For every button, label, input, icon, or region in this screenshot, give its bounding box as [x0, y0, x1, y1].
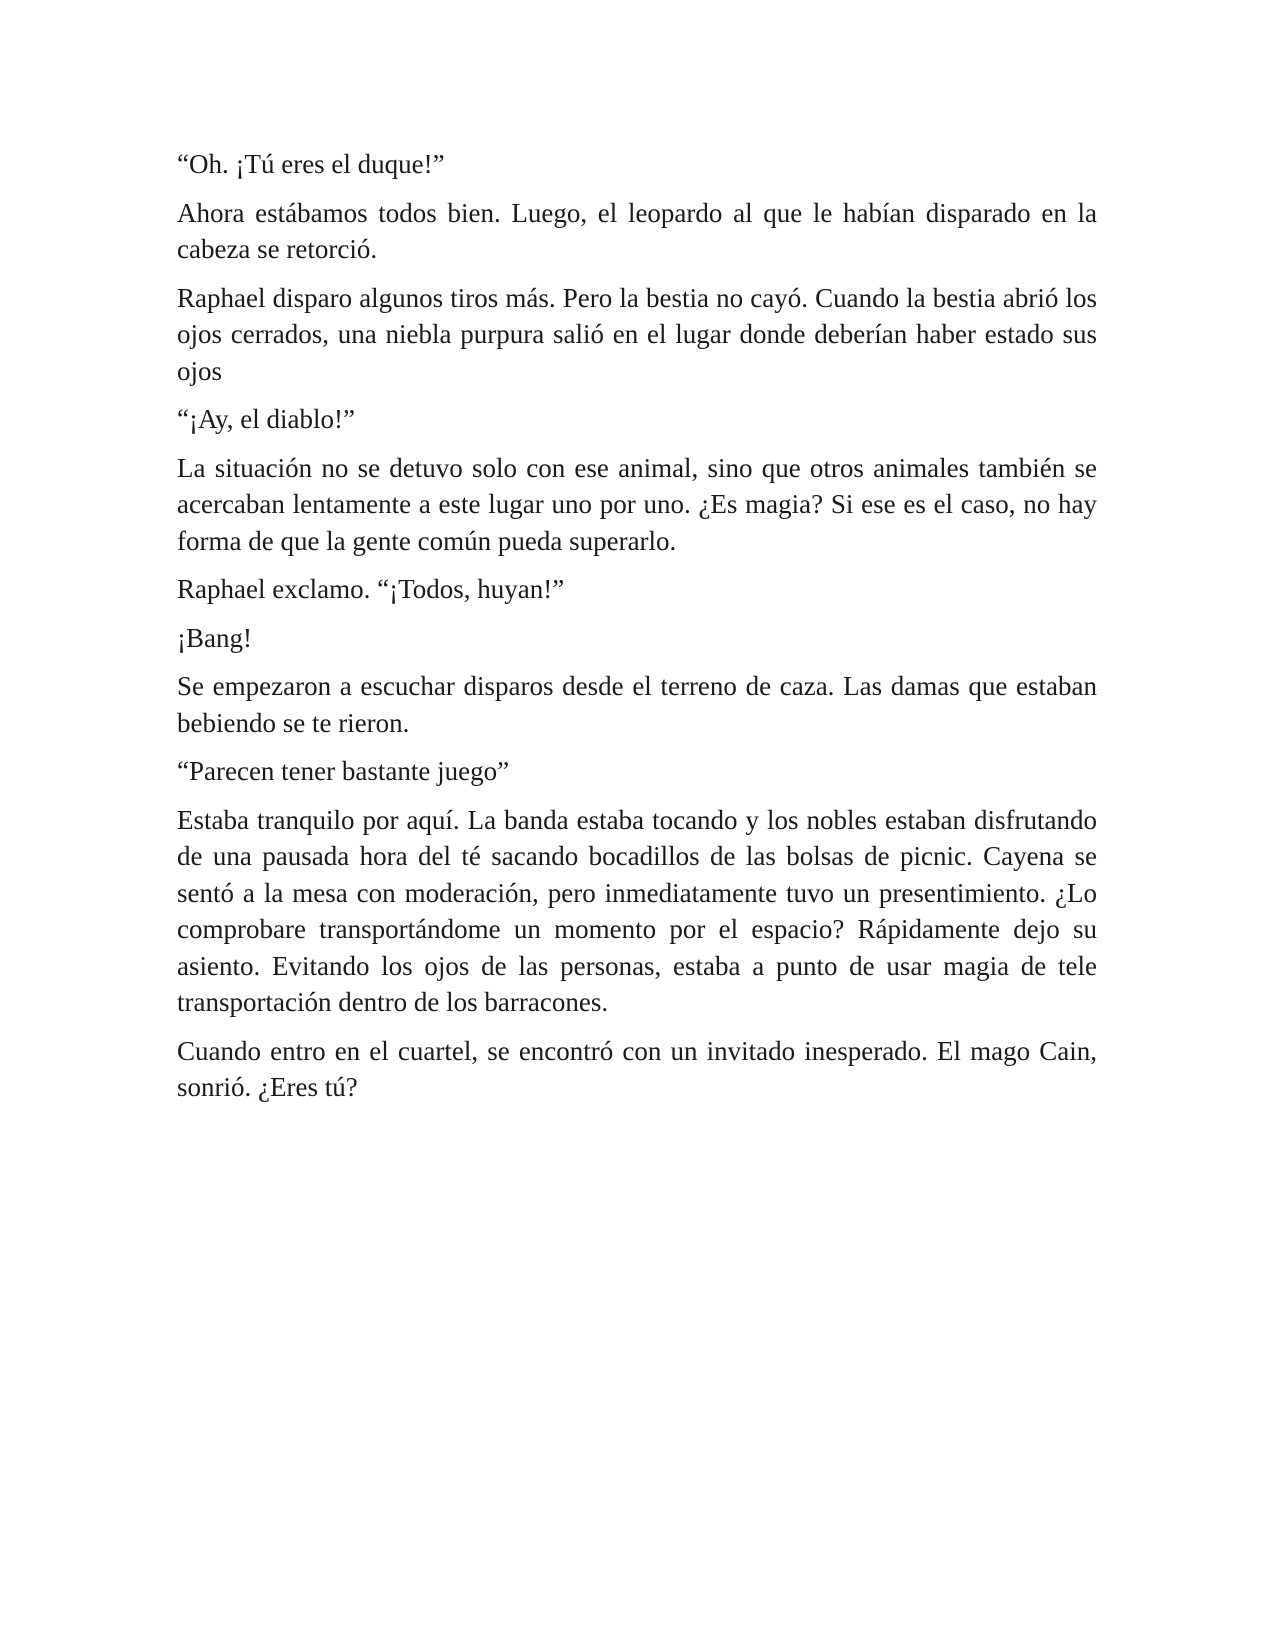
paragraph-leopard-twitched: Ahora estábamos todos bien. Luego, el leopardo al que le habían disparado en la cabeza se retorció.: [177, 197, 1097, 264]
paragraph-gunshots-heard: Se empezaron a escuchar disparos desde el terreno de caza. Las damas que estaban bebiendo se te rieron.: [177, 671, 1097, 738]
paragraph-raphael-exclaims: Raphael exclamo. “¡Todos, huyan!”: [177, 574, 565, 604]
paragraph-animals-approach: La situación no se detuvo solo con ese animal, sino que otros animales también se acercaban lentamente a este lugar uno por uno. ¿Es magia? Si ese es el caso, no hay forma de que la gente común pueda superarlo.: [177, 452, 1097, 556]
paragraph-raphael-shots: Raphael disparo algunos tiros más. Pero la bestia no cayó. Cuando la bestia abrió los ojos cerrados, una niebla purpura salió en el lugar donde deberían haber estado sus ojos: [177, 282, 1097, 386]
paragraph-tea-time: Estaba tranquilo por aquí. La banda estaba tocando y los nobles estaban disfrutando de una pausada hora del té sacando bocadillos de las bolsas de picnic. Cayena se sentó a la mesa con moderación, pero inmediatamente tuvo un presentimiento. ¿Lo comprobare transportándome un momento por el espacio? Rápidamente dejo su asiento. Evitando los ojos de las personas, estaba a punto de usar magia de tele transportación dentro de los barracones.: [177, 804, 1097, 1017]
paragraph-duke-exclamation: “Oh. ¡Tú eres el duque!”: [177, 149, 445, 179]
document-page: [177, 146, 1097, 1118]
paragraph-unexpected-guest: Cuando entro en el cuartel, se encontró con un invitado inesperado. El mago Cain, sonrió. ¿Eres tú?: [177, 1035, 1097, 1102]
paragraph-devil-exclamation: “¡Ay, el diablo!”: [177, 404, 355, 434]
paragraph-plenty-of-game: “Parecen tener bastante juego”: [177, 756, 510, 786]
paragraph-bang: ¡Bang!: [177, 622, 252, 653]
